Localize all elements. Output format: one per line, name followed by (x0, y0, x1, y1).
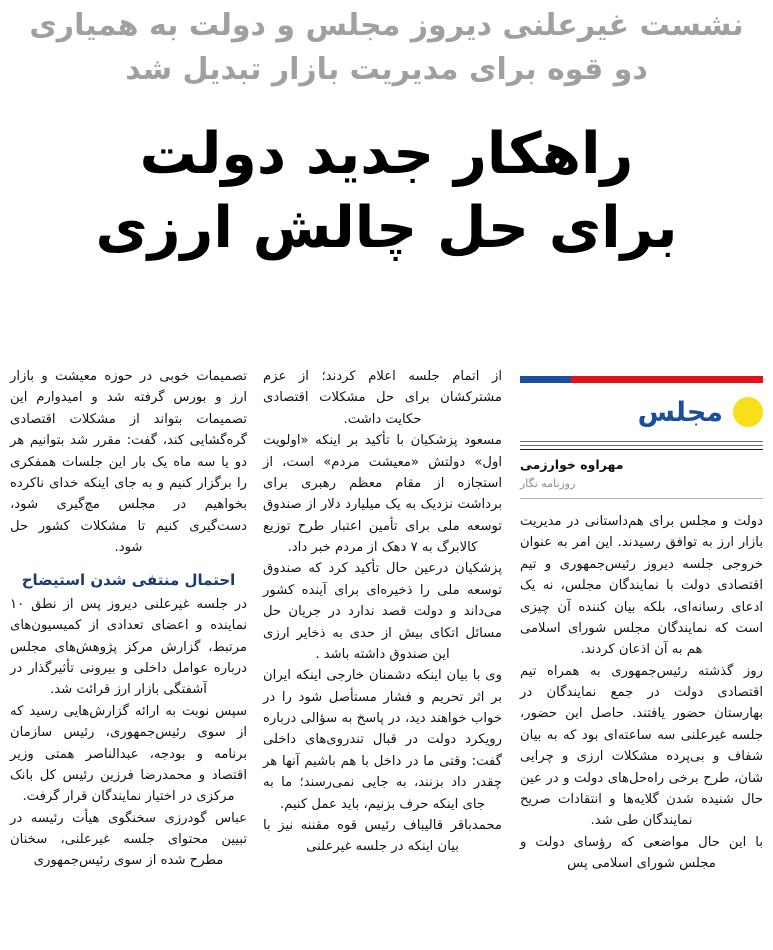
left-column-body (10, 366, 247, 872)
column-right (510, 366, 773, 950)
rule-line-2 (520, 445, 763, 446)
headline-line-1: راهکار جدید دولت (139, 120, 634, 187)
paragraph: مسعود پزشکیان با تأکید بر اینکه «اولویت اول» دولتش «معیشت مردم» است، از استجازه از مقام معظم رهبری برای برداشت نزدیک به یک میلیارد دلار از صندوق توسعه ملی برای تأمین اعتبار طرح توزیع کالابرگ به ۷ دهک از مردم خبر داد. (263, 433, 502, 555)
left-column-subheading: احتمال منتفی شدن استیضاح (21, 571, 236, 590)
byline-triple-rule (520, 441, 763, 450)
paragraph: روز گذشته رئیس‌جمهوری به همراه تیم اقتصادی دولت در جمع نمایندگان در بهارستان حضور یافتند. حاصل این حضور، جلسه غیرعلنی سه ساعته‌ای بود که به بیان شفاف و بی‌پرده مشکلات ارزی و چرایی شان، طرح برخی راه‌حل‌های دولت و در عین حال شنیده شدن گلایه‌ها و انتقادات صریح نمایندگان طی شد. (520, 663, 763, 829)
paragraph: عباس گودرزی سخنگوی هیأت رئیسه در تبیین محتوای جلسه غیرعلنی، سخنان مطرح شده از سوی رئیس‌جمهوری (10, 810, 247, 869)
column-middle (255, 366, 510, 950)
section-rule-bar (520, 376, 763, 383)
paragraph: از اتمام جلسه اعلام کردند؛ از عزم مشترکشان برای حل مشکلات اقتصادی حکایت داشت. (263, 369, 502, 427)
paragraph: تصمیمات خوبی در حوزه معیشت و بازار ارز و بورس گرفته شد و امیدوارم این تصمیمات بتواند از مشکلات اقتصادی گره‌گشایی کند، گفت: مقرر شد بتوانیم هر دو یا سه ماه یک بار این جلسات همفکری را برگزار کنیم و به جای اینکه خدای ناکرده بخواهیم در مجلس مچ‌گیری شود، دست‌گیری کنیم تا مشکلات کشور حل شود. (10, 369, 247, 555)
paragraph: وی با بیان اینکه دشمنان خارجی اینکه ایران بر اثر تحریم و فشار مستأصل شود را در خواب خواهند دید، در پاسخ به سؤالی درباره رویکرد دولت در قبال تندروی‌های داخلی گفت: وقتی ما در داخل با هم باشیم آنها هر چقدر داد بزنند، به جایی نمی‌رسند؛ ما به جای اینکه حرف بزنیم، باید عمل کنیم. (263, 668, 502, 812)
paragraph: در جلسه غیرعلنی دیروز پس از نطق ۱۰ نماینده و اعضای تعدادی از کمیسیون‌های مرتبط، گزارش مرکز پژوهش‌های مجلس درباره عوامل داخلی و بیرونی تأثیرگذار در آشفتگی بازار ارز قرائت شد. (10, 596, 247, 698)
rule-line-1 (520, 441, 763, 442)
byline-author-name: مهراوه خوارزمی (520, 457, 624, 472)
middle-column-body (263, 366, 502, 858)
article-headline (0, 93, 773, 265)
rule-segment-blue (520, 376, 571, 383)
right-column-body (520, 511, 763, 874)
byline-author-role: روزنامه نگار (520, 477, 576, 490)
headline-line-2: برای حل چالش ارزی (95, 194, 678, 261)
rule-line-3 (520, 449, 763, 450)
section-label: مجلس (637, 396, 723, 428)
paragraph: با این حال مواضعی که رؤسای دولت و مجلس شورای اسلامی پس (520, 834, 763, 871)
article-kicker: نشست غیرعلنی دیروز مجلس و دولت به همیاری دو قوه برای مدیریت بازار تبدیل شد (29, 8, 744, 88)
section-header (520, 394, 763, 430)
byline-bottom-rule (520, 498, 763, 499)
paragraph: دولت و مجلس برای هم‌داستانی در مدیریت بازار ارز به توافق رسیدند. این امر به عنوان خروجی جلسه دیروز رئیس‌جمهوری و تیم اقتصادی دولت با نمایندگان مجلس، نه یک ادعای رسانه‌ای، بلکه بیان کننده آن چیزی است که نمایندگان مجلس شورای اسلامی هم به آن اذعان کردند. (520, 514, 763, 658)
paragraph: سپس نوبت به ارائه گزارش‌هایی رسید که از سوی رئیس‌جمهوری، رئیس سازمان برنامه و بودجه، عبدالناصر همتی وزیر اقتصاد و محمدرضا فرزین رئیس کل بانک مرکزی در اختیار نمایندگان قرار گرفت. (10, 703, 247, 805)
rule-segment-red (571, 376, 763, 383)
column-left (0, 366, 255, 950)
article-columns (0, 366, 773, 950)
paragraph: پزشکیان درعین حال تأکید کرد که صندوق توسعه ملی را ذخیره‌ای برای آینده کشور می‌داند و دولت قصد ندارد در جریان حل مسائل اتکای بیش از حدی به ذخایر ارزی این صندوق داشته باشد . (263, 561, 502, 662)
yellow-dot-icon (733, 397, 763, 427)
paragraph: محمدباقر قالیباف رئیس قوه مقننه نیز با بیان اینکه در جلسه غیرعلنی (263, 817, 502, 855)
